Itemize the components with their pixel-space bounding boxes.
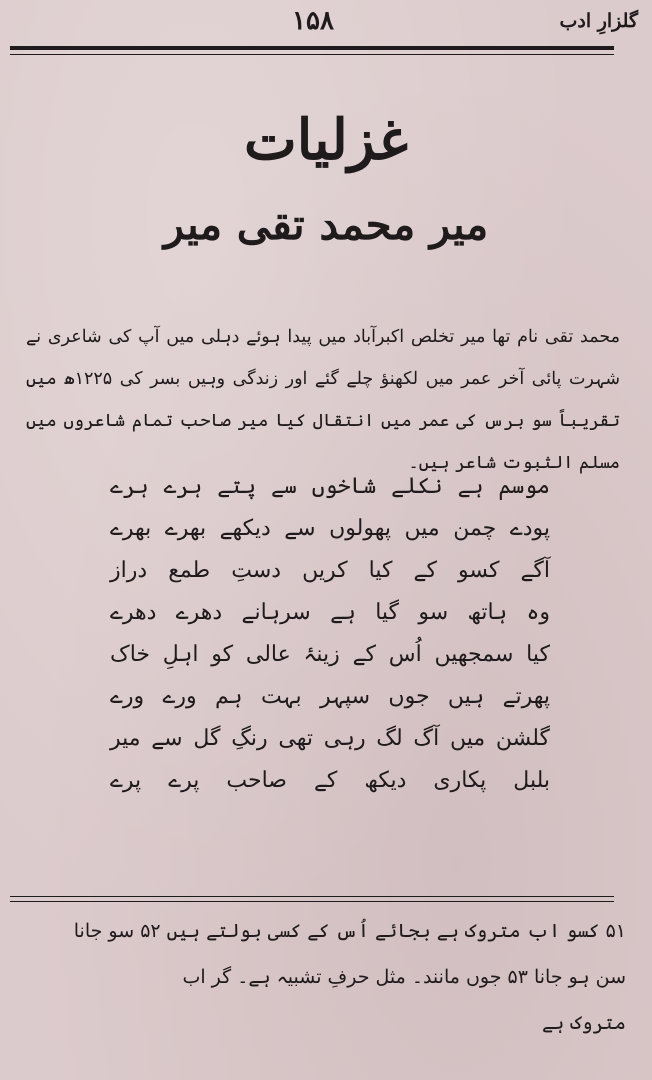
ghazal-verses (110, 466, 550, 802)
verse-line: بلبل پکاری دیکھ کے صاحب پرے پرے (110, 768, 550, 793)
section-title: غزلیات (244, 107, 408, 173)
verse-line: گلشن میں آگ لگ رہی تھی رنگِ گل سے میر (110, 726, 550, 751)
footnote-rule-top (10, 896, 614, 897)
header-rule-thick (10, 46, 614, 50)
footnotes (14, 908, 626, 1046)
page-number: ۱۵۸ (292, 6, 334, 36)
header-rule-thin (10, 54, 614, 55)
verse-line: پھرتے ہیں جوں سپہر بہت ہم ورے ورے (110, 684, 550, 709)
footnote-rule-bottom (10, 901, 614, 902)
verse-line: موسم ہے نکلے شاخوں سے پتے ہرے ہرے (110, 474, 550, 499)
footnote-line: ۵۱ کسو اب متروک ہے بجائے اُس کے کسی بولتے ہیں ۵۲ سو جانا (73, 920, 626, 942)
page-header (0, 4, 652, 44)
intro-paragraph: محمد تقی نام تھا میر تخلص اکبرآباد میں پیدا ہوئے دہلی میں آپ کی شاعری نے شہرت پائی آخر عمر میں لکھنؤ چلے گئے اور زندگی وہیں بسر کی ۱۲۲۵ھ میں تقریباً سو برس کی عمر میں انتقال کیا میر صاحب تمام شاعروں میں مسلم الثبوت شاعر ہیں۔ (26, 327, 620, 473)
footnote-line: سن ہو جانا ۵۳ جوں مانند۔ مثل حرفِ تشبیہ ہے۔ گر اب (182, 966, 626, 988)
verse-line: پودے چمن میں پھولوں سے دیکھے بھرے بھرے (110, 516, 550, 541)
running-title: گلزارِ ادب (559, 10, 638, 32)
verse-line: وہ ہاتھ سو گیا ہے سرہانے دھرے دھرے (110, 600, 550, 625)
verse-line: آگے کسو کے کیا کریں دستِ طمع دراز (110, 558, 550, 583)
footnote-line: متروک ہے (542, 1012, 626, 1034)
verse-line: کیا سمجھیں اُس کے زینۂ عالی کو اہلِ خاک (110, 642, 550, 667)
poet-name: میر محمد تقی میر (163, 200, 489, 249)
